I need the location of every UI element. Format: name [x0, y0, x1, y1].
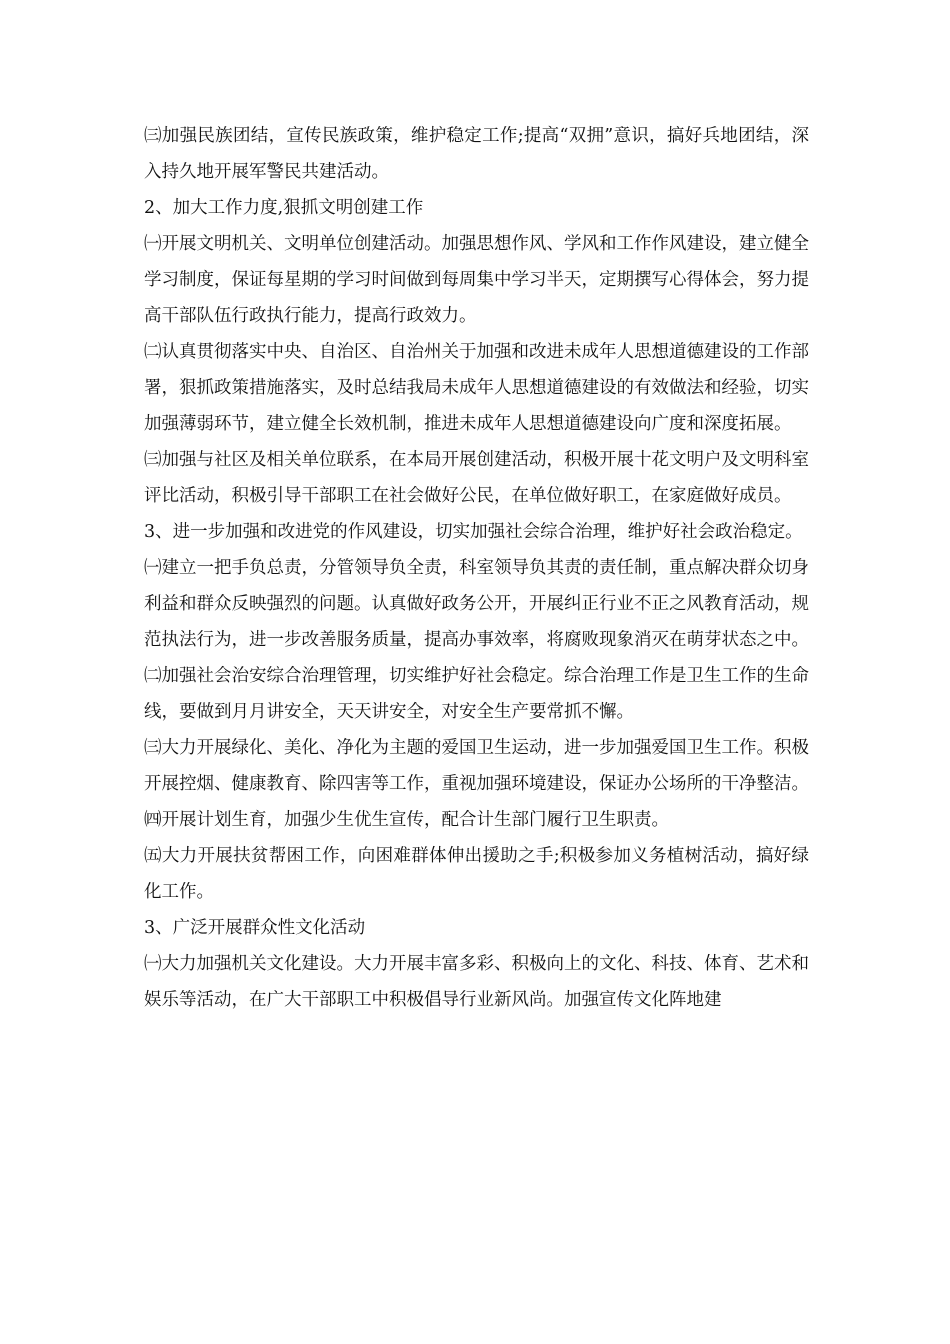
paragraph-patriotic-health: ㈢大力开展绿化、美化、净化为主题的爱国卫生运动，进一步加强爱国卫生工作。积极开展控烟、健康教育、除四害等工作，重视加强环境建设，保证办公场所的干净整洁。 — [144, 738, 809, 794]
paragraph-community-liaison: ㈢加强与社区及相关单位联系，在本局开展创建活动，积极开展十花文明户及文明科室评比活动，积极引导干部职工在社会做好公民，在单位做好职工，在家庭做好成员。 — [144, 450, 809, 506]
document-page — [144, 118, 809, 1018]
paragraph-ethnic-unity: ㈢加强民族团结，宣传民族政策，维护稳定工作;提高“双拥”意识，搞好兵地团结，深入持久地开展军警民共建活动。 — [144, 126, 809, 182]
paragraph-poverty-relief: ㈤大力开展扶贫帮困工作，向困难群体伸出援助之手;积极参加义务植树活动，搞好绿化工作。 — [144, 846, 809, 902]
heading-party-style: 3、进一步加强和改进党的作风建设，切实加强社会综合治理，维护好社会政治稳定。 — [144, 522, 803, 542]
paragraph-family-planning: ㈣开展计划生育，加强少生优生宣传，配合计生部门履行卫生职责。 — [144, 810, 669, 830]
paragraph-minors-moral: ㈡认真贯彻落实中央、自治区、自治州关于加强和改进未成年人思想道德建设的工作部署，狠抓政策措施落实，及时总结我局未成年人思想道德建设的有效做法和经验，切实加强薄弱环节，建立健全长效机制，推进未成年人思想道德建设向广度和深度拓展。 — [144, 342, 809, 434]
paragraph-organ-culture: ㈠大力加强机关文化建设。大力开展丰富多彩、积极向上的文化、科技、体育、艺术和娱乐等活动，在广大干部职工中积极倡导行业新风尚。加强宣传文化阵地建 — [144, 954, 809, 1010]
heading-cultural-activities: 3、广泛开展群众性文化活动 — [144, 918, 366, 938]
heading-civilization-work: 2、加大工作力度,狠抓文明创建工作 — [144, 198, 424, 218]
paragraph-responsibility-system: ㈠建立一把手负总责，分管领导负全责，科室领导负其责的责任制，重点解决群众切身利益和群众反映强烈的问题。认真做好政务公开，开展纠正行业不正之风教育活动，规范执法行为，进一步改善服务质量，提高办事效率，将腐败现象消灭在萌芽状态之中。 — [144, 558, 809, 650]
paragraph-public-security: ㈡加强社会治安综合治理管理，切实维护好社会稳定。综合治理工作是卫生工作的生命线，要做到月月讲安全，天天讲安全，对安全生产要常抓不懈。 — [144, 666, 809, 722]
paragraph-civilized-units: ㈠开展文明机关、文明单位创建活动。加强思想作风、学风和工作作风建设，建立健全学习制度，保证每星期的学习时间做到每周集中学习半天，定期撰写心得体会，努力提高干部队伍行政执行能力，提高行政效力。 — [144, 234, 809, 326]
